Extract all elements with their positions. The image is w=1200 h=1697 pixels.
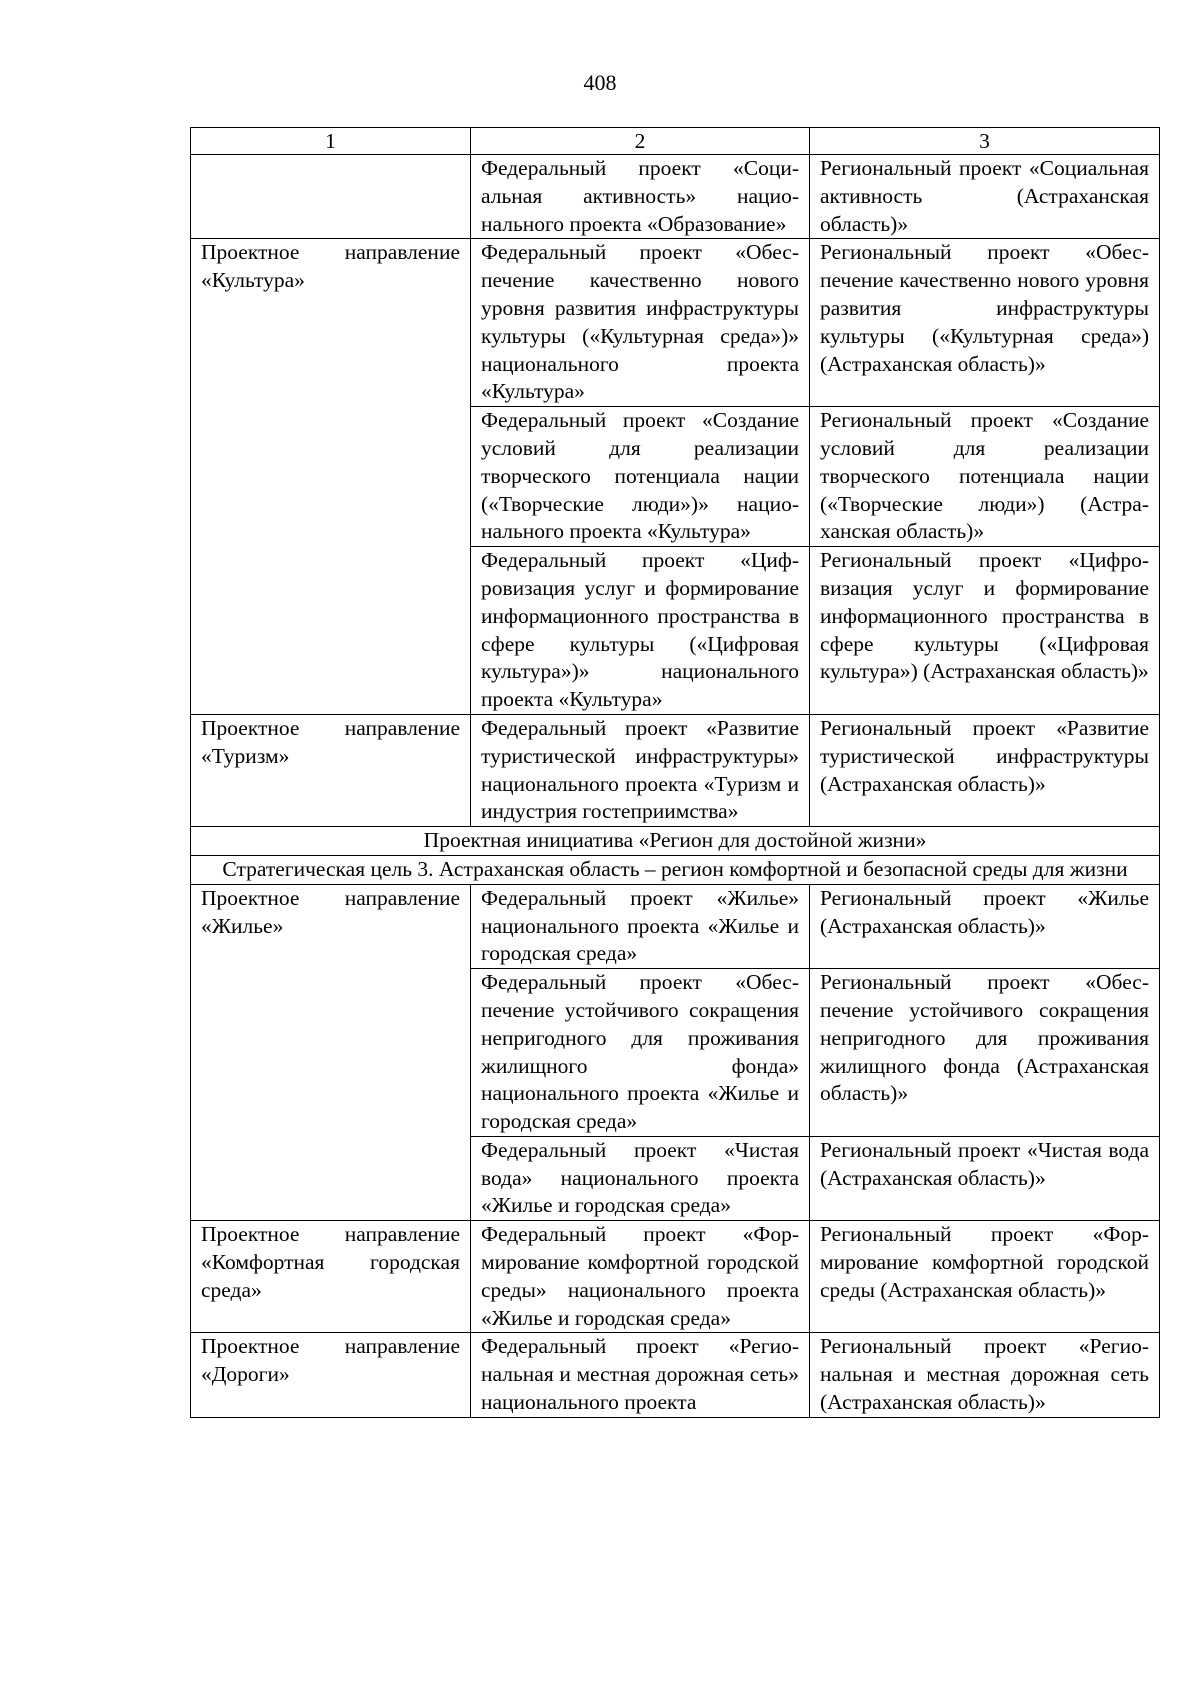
direction-cell: Проектное направление «Туризм»: [191, 714, 471, 826]
direction-cell: Проектное направление «Культура»: [191, 239, 471, 715]
page-number: 408: [583, 70, 617, 95]
federal-project-cell: Федеральный проект «Обеспечение качественно нового уровня развития инфраструктуры культуры («Культурная среда»)» национального проекта «Культура»: [471, 239, 810, 407]
federal-project-cell: Федеральный проект «Цифровизация услуг и формирование информационного пространства в сфере культуры («Цифровая культура»)» национального проекта «Культура»: [471, 547, 810, 715]
initiative-heading: Проектная инициатива «Регион для достойной жизни»: [191, 827, 1160, 856]
direction-cell: Проектное направление «Дороги»: [191, 1333, 471, 1417]
table-header-cell: 2: [471, 128, 810, 155]
federal-project-cell: Федеральный проект «Формирование комфортной городской среды» национального проекта «Жилье и городская среда»: [471, 1221, 810, 1333]
table-header-cell: 3: [810, 128, 1160, 155]
regional-project-cell: Региональный проект «Формирование комфортной городской среды (Астраханская область)»: [810, 1221, 1160, 1333]
direction-cell: Проектное направление «Комфортная городская среда»: [191, 1221, 471, 1333]
regional-project-cell: Региональный проект «Чистая вода (Астраханская область)»: [810, 1136, 1160, 1220]
table-row: [191, 155, 1160, 239]
table-header-row: [191, 128, 1160, 155]
table-row: [191, 1333, 1160, 1417]
federal-project-cell: Федеральный проект «Чистая вода» национального проекта «Жилье и городская среда»: [471, 1136, 810, 1220]
federal-project-cell: Федеральный проект «Социальная активность» национального проекта «Образование»: [471, 155, 810, 239]
table-row: [191, 827, 1160, 856]
federal-project-cell: Федеральный проект «Создание условий для реализации творческого потенциала нации («Творческие люди»)» национального проекта «Культура»: [471, 407, 810, 547]
table-row: [191, 884, 1160, 968]
regional-project-cell: Региональный проект «Обеспечение качественно нового уровня развития инфраструктуры культуры («Культурная среда») (Астраханская область)»: [810, 239, 1160, 407]
federal-project-cell: Федеральный проект «Региональная и местная дорожная сеть» национального проекта: [471, 1333, 810, 1417]
regional-project-cell: Региональный проект «Региональная и местная дорожная сеть (Астраханская область)»: [810, 1333, 1160, 1417]
table-row: [191, 239, 1160, 407]
regional-project-cell: Региональный проект «Цифровизация услуг и формирование информационного пространства в сфере культуры («Цифровая культура») (Астраханская область)»: [810, 547, 1160, 715]
regional-project-cell: Региональный проект «Создание условий для реализации творческого потенциала нации («Творческие люди») (Астраханская область)»: [810, 407, 1160, 547]
direction-cell: Проектное направление «Жилье»: [191, 884, 471, 1221]
regional-project-cell: Региональный проект «Развитие туристической инфраструктуры (Астраханская область)»: [810, 714, 1160, 826]
federal-project-cell: Федеральный проект «Обеспечение устойчивого сокращения непригодного для проживания жилищного фонда» национального проекта «Жилье и городская среда»: [471, 969, 810, 1137]
table-row: [191, 855, 1160, 884]
regional-project-cell: Региональный проект «Жилье (Астраханская область)»: [810, 884, 1160, 968]
regional-project-cell: Региональный проект «Обеспечение устойчивого сокращения непригодного для проживания жилищного фонда (Астраханская область)»: [810, 969, 1160, 1137]
direction-cell: [191, 155, 471, 239]
table-row: [191, 1221, 1160, 1333]
regional-project-cell: Региональный проект «Социальная активность (Астраханская область)»: [810, 155, 1160, 239]
table-row: [191, 714, 1160, 826]
strategic-goal-heading: Стратегическая цель 3. Астраханская область – регион комфортной и безопасной среды для жизни: [191, 855, 1160, 884]
federal-project-cell: Федеральный проект «Жилье» национального проекта «Жилье и городская среда»: [471, 884, 810, 968]
federal-project-cell: Федеральный проект «Развитие туристической инфраструктуры» национального проекта «Туризм и индустрия гостеприимства»: [471, 714, 810, 826]
table-header-cell: 1: [191, 128, 471, 155]
projects-table: [190, 127, 1160, 1418]
